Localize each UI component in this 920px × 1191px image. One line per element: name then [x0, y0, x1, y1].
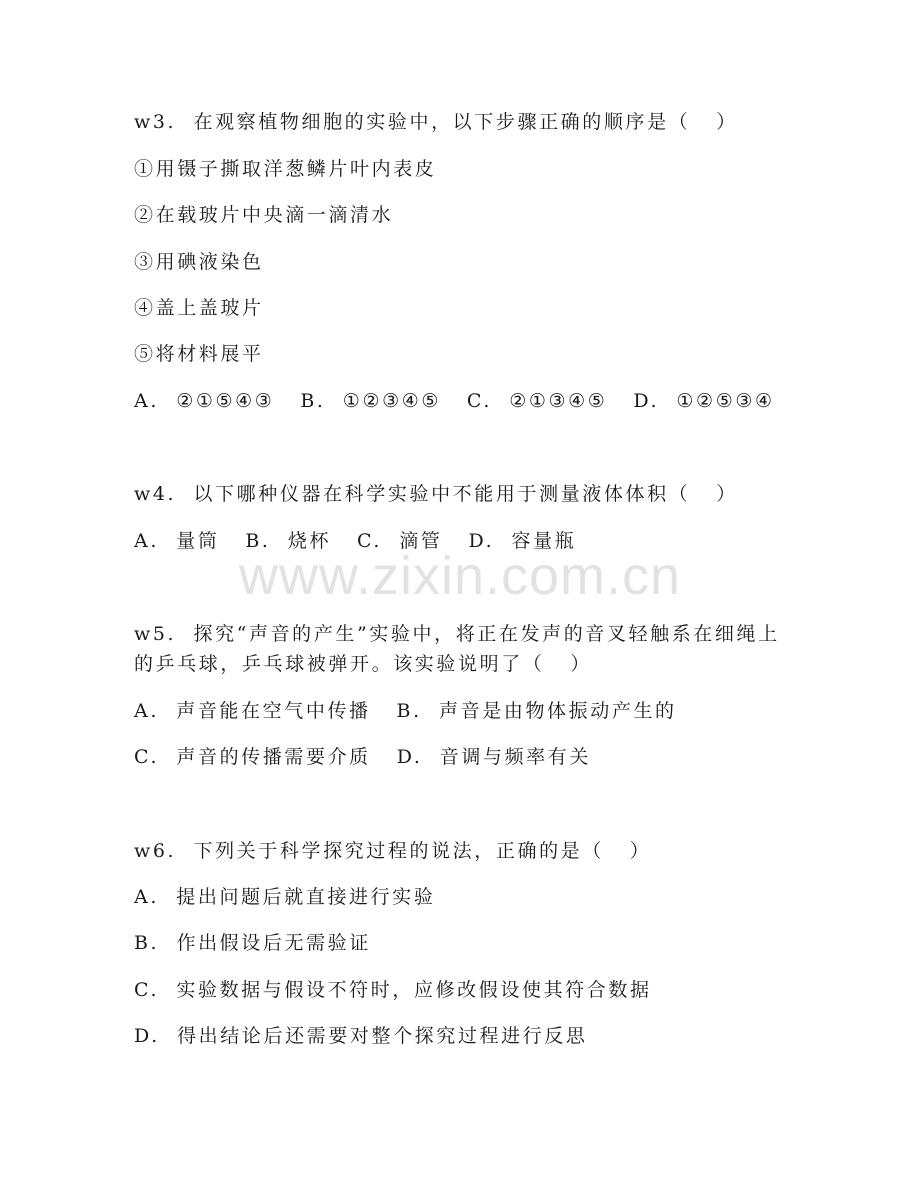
question-w5-options-line-1: A. 声音能在空气中传播 B. 声音是由物体振动产生的 — [134, 700, 677, 722]
question-w6-stem: w6. 下列关于科学探究过程的说法，正确的是（ ） — [134, 840, 652, 862]
question-w3-options: A. ②①⑤④③ B. ①②③④⑤ C. ②①③④⑤ D. ①②⑤③④ — [134, 390, 775, 412]
question-w4-stem: w4. 以下哪种仪器在科学实验中不能用于测量液体体积（ ） — [134, 483, 738, 505]
question-w3-step-3: ③用碘液染色 — [134, 251, 264, 273]
question-w3-step-2: ②在载玻片中央滴一滴清水 — [134, 204, 394, 226]
question-w3-step-5: ⑤将材料展平 — [134, 343, 264, 365]
question-w4-options: A. 量筒 B. 烧杯 C. 滴管 D. 容量瓶 — [134, 530, 577, 552]
question-w6-option-a: A. 提出问题后就直接进行实验 — [134, 886, 436, 908]
question-w5-options-line-2: C. 声音的传播需要介质 D. 音调与频率有关 — [134, 746, 591, 768]
question-w5-stem-line-1: w5. 探究“声音的产生”实验中，将正在发声的音叉轻触系在细绳上 — [134, 623, 780, 645]
question-w3-stem: w3. 在观察植物细胞的实验中，以下步骤正确的顺序是（ ） — [134, 111, 738, 133]
watermark: www.zixin.com.cn — [238, 546, 682, 606]
question-w6-option-d: D. 得出结论后还需要对整个探究过程进行反思 — [134, 1025, 588, 1047]
question-w3-step-4: ④盖上盖玻片 — [134, 297, 264, 319]
question-w6-option-b: B. 作出假设后无需验证 — [134, 932, 371, 954]
question-w6-option-c: C. 实验数据与假设不符时，应修改假设使其符合数据 — [134, 979, 652, 1001]
question-w3-step-1: ①用镊子撕取洋葱鳞片叶内表皮 — [134, 158, 437, 180]
question-w5-stem-line-2: 的乒乓球，乒乓球被弹开。该实验说明了（ ） — [134, 653, 592, 675]
